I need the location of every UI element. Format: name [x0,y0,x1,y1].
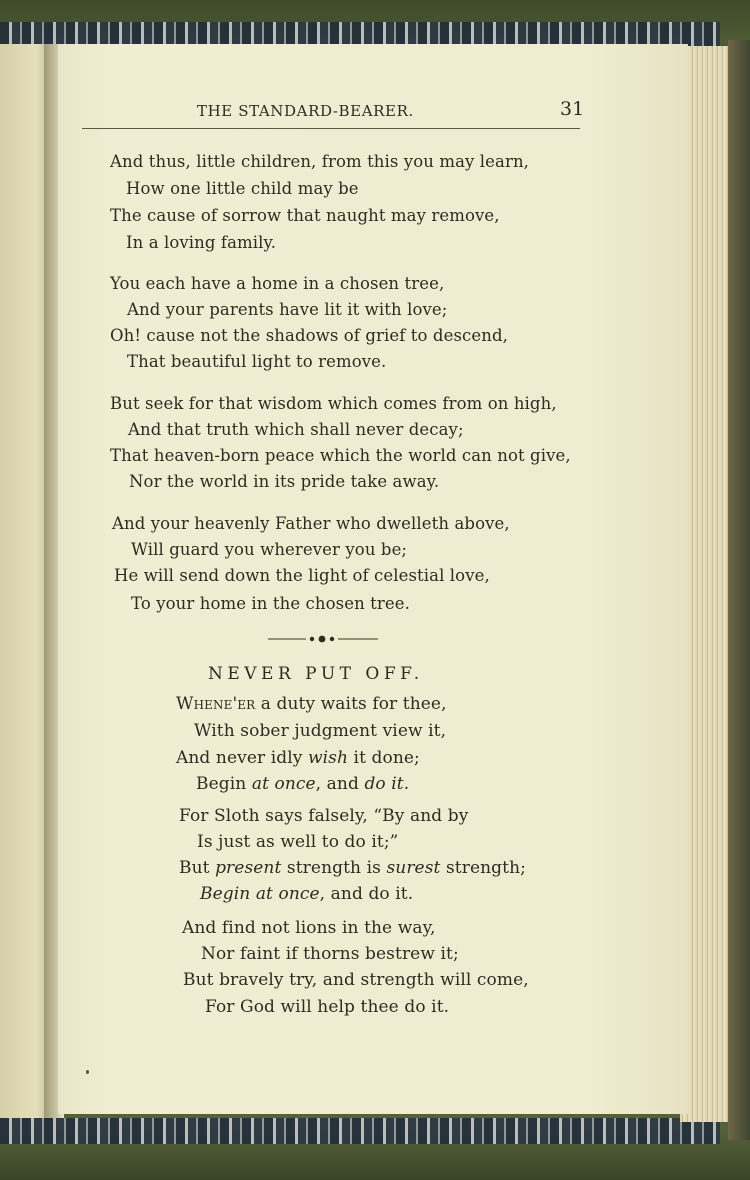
verse-line: The cause of sorrow that naught may remove, [110,206,500,225]
verse-text: Begin [196,774,252,794]
verse-line [179,858,526,878]
verse-line: And your heavenly Father who dwelleth above, [112,514,510,533]
verse-emphasis: present [215,858,282,878]
verse-line: But bravely try, and strength will come, [183,970,529,990]
verse-text: it done; [348,748,420,768]
verse-emphasis: wish [307,748,349,768]
verse-line: Is just as well to do it;” [197,832,399,852]
section-ornament [268,632,380,646]
verse-line: But seek for that wisdom which comes from on high, [110,394,557,413]
verse-line: Oh! cause not the shadows of grief to descend, [110,326,508,345]
verse-line: You each have a home in a chosen tree, [110,274,445,293]
verse-line: How one little child may be [126,179,359,198]
verse-text: , and [315,774,365,794]
verse-line: And thus, little children, from this you may learn, [110,152,530,171]
verse-line: And find not lions in the way, [182,918,436,938]
verse-text: But [179,858,216,878]
verse-line [200,884,413,904]
verse-line [176,694,447,714]
verse-emphasis: at once [251,774,316,794]
ink-speck [86,1070,89,1074]
verse-line [196,774,409,794]
verse-text: strength; [440,858,526,878]
poem-title: NEVER PUT OFF. [208,664,424,684]
verse-line: And your parents have lit it with love; [127,300,448,319]
binding-edge-bottom [0,1118,720,1144]
verse-text: And never idly [176,748,308,768]
verse-line: That beautiful light to remove. [127,352,387,371]
verse-line: That heaven-born peace which the world can not give, [110,446,571,465]
verse-line: Nor the world in its pride take away. [129,472,440,491]
book-cover-edge [728,40,750,1140]
verse-emphasis: Begin at once [200,884,320,904]
verse-line: And that truth which shall never decay; [128,420,464,439]
header-rule [82,128,580,129]
drop-word: Whene'er [176,694,256,714]
verse-line: With sober judgment view it, [194,721,447,741]
verse-line: Will guard you wherever you be; [131,540,408,559]
page-header [197,100,587,124]
page-number: 31 [560,98,585,120]
verse-emphasis: surest [386,858,441,878]
verse-line: For Sloth says falsely, “By and by [179,806,469,826]
verse-text: a duty waits for thee, [255,694,447,714]
verse-emphasis: do it. [364,774,410,794]
verse-text: , and do it. [319,884,414,904]
verse-line: Nor faint if thorns bestrew it; [201,944,459,964]
binding-edge-top [0,22,720,46]
verse-line [176,748,420,768]
verse-text: strength is [281,858,387,878]
verse-line: He will send down the light of celestial love, [114,566,490,585]
verse-line: In a loving family. [126,233,277,252]
running-head: THE STANDARD-BEARER. [197,102,414,120]
verse-line: To your home in the chosen tree. [131,594,410,613]
verse-line: For God will help thee do it. [205,997,450,1017]
